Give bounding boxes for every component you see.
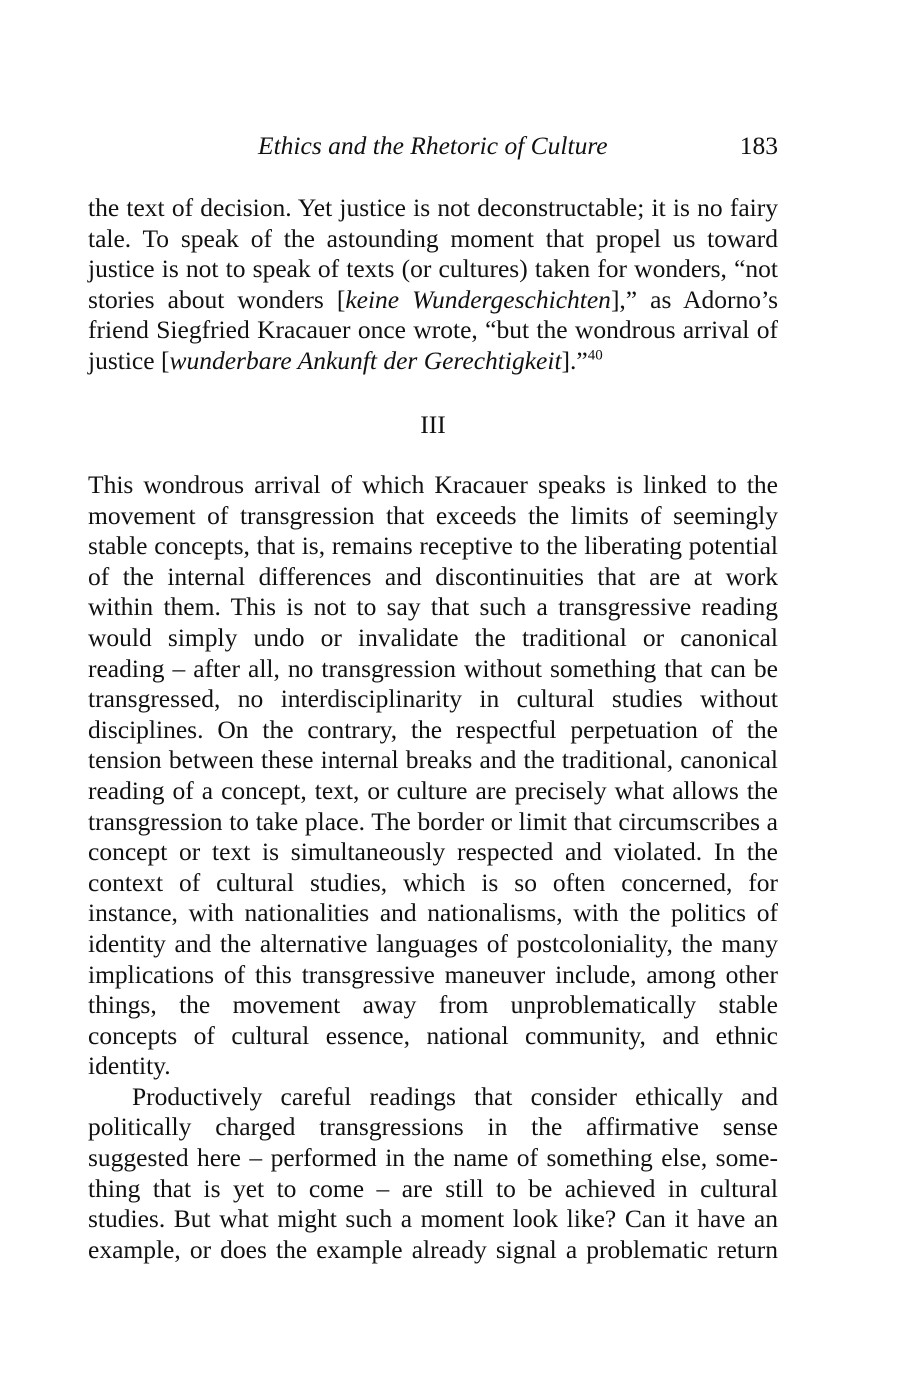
text-line: stable concepts, that is, remains receptive to the liberating potential (88, 531, 778, 561)
text-line: transgressed, no interdisciplinarity in cultural studies without (88, 684, 778, 714)
text-line: transgression to take place. The border or limit that circumscribes a (88, 806, 778, 836)
running-title: Ethics and the Rhetoric of Culture (258, 131, 608, 160)
text-line: studies. But what might such a moment look like? Can it have an (88, 1204, 778, 1234)
text-line: friend Siegfried Kracauer once wrote, “but the wondrous arrival of (88, 315, 778, 345)
text-line: politically charged transgressions in the affirmative sense (88, 1112, 778, 1142)
body-text (88, 470, 778, 1265)
text-line: reading of a concept, text, or culture are precisely what allows the (88, 775, 778, 805)
text-line: would simply undo or invalidate the traditional or canonical (88, 622, 778, 652)
text-line: Productively careful readings that consider ethically and (132, 1081, 778, 1111)
text-run: justice [ (88, 345, 170, 375)
text-line: This wondrous arrival of which Kracauer speaks is linked to the (88, 470, 778, 499)
footnote-reference: 40 (587, 347, 603, 364)
text-line: concept or text is simultaneously respected and violated. In the (88, 837, 778, 867)
text-line (88, 346, 778, 377)
text-line: reading – after all, no transgression without something that can be (88, 653, 778, 683)
text-line: tale. To speak of the astounding moment that propel us toward (88, 223, 778, 253)
text-line: example, or does the example already signal a problematic return (88, 1234, 778, 1264)
text-line (88, 285, 778, 316)
text-line: disciplines. On the contrary, the respectful perpetuation of the (88, 714, 778, 744)
text-line: justice is not to speak of texts (or cultures) taken for wonders, “not (88, 254, 778, 284)
section-heading: III (420, 410, 446, 439)
running-head (88, 129, 778, 163)
text-line: things, the movement away from unproblematically stable (88, 990, 778, 1020)
text-line: of the internal differences and discontinuities that are at work (88, 561, 778, 591)
text-line: thing that is yet to come – are still to be achieved in cultural (88, 1173, 778, 1203)
paragraph (88, 1082, 778, 1266)
text-line: the text of decision. Yet justice is not deconstructable; it is no fairy (88, 193, 778, 222)
text-line: movement of transgression that exceeds the limits of seemingly (88, 500, 778, 530)
text-run: stories about wonders [ (88, 284, 346, 314)
paragraph (88, 470, 778, 1082)
text-run: ],” as Adorno’s (610, 284, 779, 314)
german-phrase: keine Wundergeschichten (345, 284, 611, 314)
page-number: 183 (739, 131, 778, 160)
text-line: identity and the alternative languages of postcoloniality, the many (88, 928, 778, 958)
text-line: instance, with nationalities and nationalisms, with the politics of (88, 898, 778, 928)
text-line: tension between these internal breaks and the traditional, canonical (88, 745, 778, 775)
text-line: identity. (88, 1051, 171, 1081)
text-line: implications of this transgressive maneuver include, among other (88, 959, 778, 989)
text-line: suggested here – performed in the name of something else, some- (88, 1143, 778, 1173)
text-line: concepts of cultural essence, national community, and ethnic (88, 1020, 778, 1050)
carryover-paragraph (88, 193, 778, 377)
text-line: context of cultural studies, which is so often concerned, for (88, 867, 778, 897)
text-run: ].” (561, 345, 588, 375)
german-phrase: wunderbare Ankunft der Gerechtigkeit (169, 345, 562, 375)
text-line: within them. This is not to say that such a transgressive reading (88, 592, 778, 622)
